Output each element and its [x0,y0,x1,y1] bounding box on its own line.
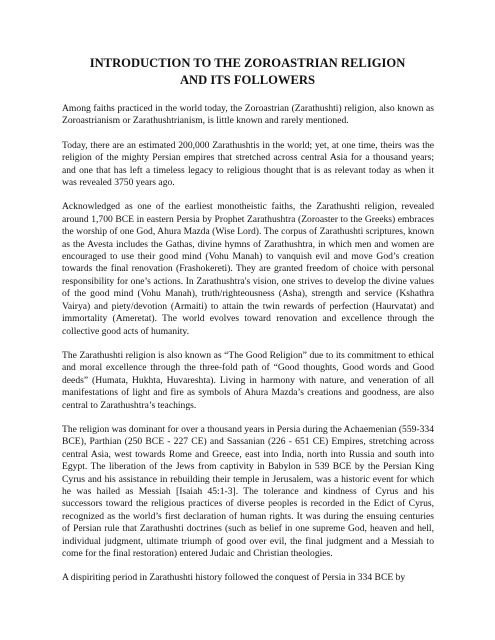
paragraph-3: Acknowledged as one of the earliest monotheistic faiths, the Zarathushti religion, revealed around 1,700 BCE in eastern Persia by Prophet Zarathushtra (Zoroaster to the Greeks) embraces the worship of one God, Ahura Mazda (Wise Lord). The corpus of Zarathushti scriptures, known as the Avesta includes the Gathas, divine hymns of Zarathushtra, in which men and women are encouraged to use their good mind (Vohu Manah) to vanquish evil and move God’s creation towards the final renovation (Frashokereti). They are granted freedom of choice with personal responsibility for one’s actions. In Zarathushtra's vision, one strives to develop the divine values of the good mind (Vohu Manah), truth/righteousness (Asha), strength and service (Kshathra Vairya) and piety/devotion (Armaiti) to attain the twin rewards of perfection (Haurvatat) and immortality (Ameretat). The world evolves toward renovation and excellence through the collective good acts of humanity. [62,201,434,337]
document-title [40,55,455,89]
title-line-2: AND ITS FOLLOWERS [179,73,316,87]
paragraph-6: A dispiriting period in Zarathushti history followed the conquest of Persia in 334 BCE by [62,572,406,584]
title-line-1: INTRODUCTION TO THE ZOROASTRIAN RELIGION [89,56,406,70]
paragraph-5: The religion was dominant for over a thousand years in Persia during the Achaemenian (559-334 BCE), Parthian (250 BCE - 227 CE) and Sassanian (226 - 651 CE) Empires, stretching across central Asia, west towards Rome and Greece, east into India, north into Russia and south into Egypt. The liberation of the Jews from captivity in Babylon in 539 BCE by the Persian King Cyrus and his assistance in rebuilding their temple in Jerusalem, was a historic event for which he was hailed as Messiah [Isaiah 45:1-3]. The tolerance and kindness of Cyrus and his successors toward the religious practices of diverse peoples is recorded in the Edict of Cyrus, recognized as the world’s first declaration of human rights. It was during the ensuing centuries of Persian rule that Zarathushti doctrines (such as belief in one supreme God, heaven and hell, individual judgment, ultimate triumph of good over evil, the final judgment and a Messiah to come for the final restoration) entered Judaic and Christian theologies. [62,423,434,559]
paragraph-2: Today, there are an estimated 200,000 Zarathushtis in the world; yet, at one time, theirs was the religion of the mighty Persian empires that stretched across central Asia for a thousand years; and one that has left a timeless legacy to religious thought that is as relevant today as when it was revealed 3750 years ago. [62,139,434,189]
paragraph-4: The Zarathushti religion is also known as “The Good Religion” due to its commitment to ethical and moral excellence through the three-fold path of “Good thoughts, Good words and Good deeds” (Humata, Hukhta, Huvareshta). Living in harmony with nature, and veneration of all manifestations of light and fire as symbols of Ahura Mazda’s creations and goodness, are also central to Zarathushtra’s teachings. [62,349,434,411]
paragraph-1: Among faiths practiced in the world today, the Zoroastrian (Zarathushti) religion, also known as Zoroastrianism or Zarathushtrianism, is little known and rarely mentioned. [62,103,434,127]
document-body [62,103,434,585]
